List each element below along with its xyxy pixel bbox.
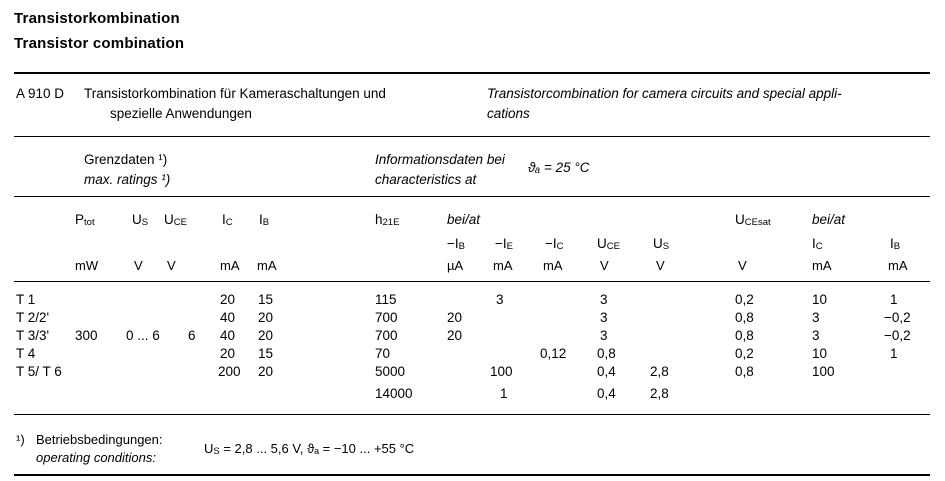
page-title-de: Transistorkombination bbox=[14, 10, 180, 27]
page-title bbox=[14, 6, 184, 56]
col-header-ib: IB bbox=[259, 212, 270, 228]
table-row: 70 bbox=[375, 346, 391, 361]
table-row: 2,8 bbox=[650, 364, 669, 379]
col-header-uce-2: UCE bbox=[597, 236, 620, 252]
table-row: 1 bbox=[500, 386, 508, 401]
col-header-minus-ib: −IB bbox=[447, 236, 465, 252]
col-header-ptot: Ptot bbox=[75, 212, 95, 228]
table-row: 20 bbox=[447, 328, 463, 343]
rule-section-headers bbox=[14, 196, 930, 197]
table-row: 40 bbox=[220, 310, 236, 325]
table-row: 0,2 bbox=[735, 346, 754, 361]
table-row: 700 bbox=[375, 310, 398, 325]
table-row: 5000 bbox=[375, 364, 406, 379]
unit-minus-ib: µA bbox=[447, 258, 464, 273]
unit-uce: V bbox=[167, 258, 176, 273]
section-header-characteristics-de: Informationsdaten bei bbox=[375, 152, 505, 167]
section-header-characteristics-en: characteristics at bbox=[375, 172, 477, 187]
table-row: 0,4 bbox=[597, 386, 616, 401]
table-row: 200 bbox=[218, 364, 241, 379]
table-row: 0,8 bbox=[735, 364, 754, 379]
unit-minus-ie: mA bbox=[493, 258, 513, 273]
unit-ib-2: mA bbox=[888, 258, 908, 273]
rule-bottom bbox=[14, 474, 930, 476]
table-row: 2,8 bbox=[650, 386, 669, 401]
table-row: 3 bbox=[600, 328, 608, 343]
table-row: 3 bbox=[600, 310, 608, 325]
table-row: 0,8 bbox=[735, 310, 754, 325]
table-row: 20 bbox=[220, 346, 236, 361]
unit-ib: mA bbox=[257, 258, 277, 273]
table-row: T 4 bbox=[16, 346, 36, 361]
table-row: 1 bbox=[890, 346, 898, 361]
section-header-condition: ϑₐ = 25 °C bbox=[528, 160, 590, 175]
table-row: 0,12 bbox=[540, 346, 567, 361]
table-row: 20 bbox=[258, 328, 274, 343]
col-header-us-2: US bbox=[653, 236, 670, 252]
col-header-bei-at-2: bei/at bbox=[812, 212, 846, 227]
table-row: T 2/2' bbox=[16, 310, 50, 325]
table-row: 100 bbox=[490, 364, 513, 379]
type-desc-en-line1: Transistorcombination for camera circuits and special appli- bbox=[487, 86, 842, 101]
unit-us-2: V bbox=[656, 258, 665, 273]
table-row: 10 bbox=[812, 346, 828, 361]
footnote-marker: ¹) bbox=[16, 432, 25, 447]
col-header-ucesat: UCEsat bbox=[735, 212, 771, 228]
unit-minus-ic: mA bbox=[543, 258, 563, 273]
table-row: 20 bbox=[258, 364, 274, 379]
footnote-de: Betriebsbedingungen: bbox=[36, 432, 163, 447]
unit-ic-2: mA bbox=[812, 258, 832, 273]
table-row: 3 bbox=[496, 292, 504, 307]
unit-ucesat: V bbox=[738, 258, 747, 273]
rule-column-headers bbox=[14, 281, 930, 282]
type-code: A 910 D bbox=[16, 86, 65, 101]
col-header-bei-at-1: bei/at bbox=[447, 212, 481, 227]
unit-us: V bbox=[134, 258, 143, 273]
table-row: −0,2 bbox=[884, 328, 911, 343]
rule-table-bottom bbox=[14, 414, 930, 415]
col-header-minus-ie: −IE bbox=[495, 236, 513, 252]
rule-top bbox=[14, 72, 930, 74]
table-row: 15 bbox=[258, 346, 274, 361]
section-header-ratings-de: Grenzdaten ¹) bbox=[84, 152, 168, 167]
table-row: 20 bbox=[258, 310, 274, 325]
table-row: 3 bbox=[600, 292, 608, 307]
table-row: 0,2 bbox=[735, 292, 754, 307]
table-row: 0,8 bbox=[735, 328, 754, 343]
col-header-minus-ic: −IC bbox=[545, 236, 564, 252]
col-header-ic: IC bbox=[222, 212, 233, 228]
table-row: 20 bbox=[447, 310, 463, 325]
table-row: 40 bbox=[220, 328, 236, 343]
section-header-ratings-en: max. ratings ¹) bbox=[84, 172, 171, 187]
col-header-ib-2: IB bbox=[890, 236, 901, 252]
table-row: 115 bbox=[375, 292, 397, 307]
col-header-h21e: h21E bbox=[375, 212, 400, 228]
table-row: −0,2 bbox=[884, 310, 911, 325]
col-header-uce: UCE bbox=[164, 212, 187, 228]
rule-type-block bbox=[14, 136, 930, 137]
table-row: 3 bbox=[812, 310, 820, 325]
table-row: 700 bbox=[375, 328, 398, 343]
table-row: T 1 bbox=[16, 292, 36, 307]
page-title-en: Transistor combination bbox=[14, 35, 185, 52]
table-row: 14000 bbox=[375, 386, 413, 401]
table-row: 100 bbox=[812, 364, 835, 379]
unit-uce-2: V bbox=[600, 258, 609, 273]
footnote-en: operating conditions: bbox=[36, 450, 156, 465]
table-row: 20 bbox=[220, 292, 236, 307]
col-header-us: US bbox=[132, 212, 149, 228]
table-row: T 5/ T 6 bbox=[16, 364, 62, 379]
table-row: 3 bbox=[812, 328, 820, 343]
unit-ptot: mW bbox=[75, 258, 99, 273]
table-row: 0,4 bbox=[597, 364, 616, 379]
table-row: 1 bbox=[890, 292, 898, 307]
type-desc-de-line2: spezielle Anwendungen bbox=[110, 106, 252, 121]
footnote-value: US = 2,8 ... 5,6 V, ϑₐ = −10 ... +55 °C bbox=[204, 441, 415, 457]
table-row: 0,8 bbox=[597, 346, 616, 361]
ratings-uce-value: 6 bbox=[188, 328, 196, 343]
table-row: 15 bbox=[258, 292, 274, 307]
type-desc-de-line1: Transistorkombination für Kameraschaltungen und bbox=[84, 86, 386, 101]
table-row: 10 bbox=[812, 292, 828, 307]
unit-ic: mA bbox=[220, 258, 240, 273]
table-row: T 3/3' bbox=[16, 328, 50, 343]
type-desc-en-line2: cations bbox=[487, 106, 530, 121]
col-header-ic-2: IC bbox=[812, 236, 823, 252]
ratings-us-value: 0 ... 6 bbox=[126, 328, 160, 343]
ratings-ptot-value: 300 bbox=[75, 328, 98, 343]
